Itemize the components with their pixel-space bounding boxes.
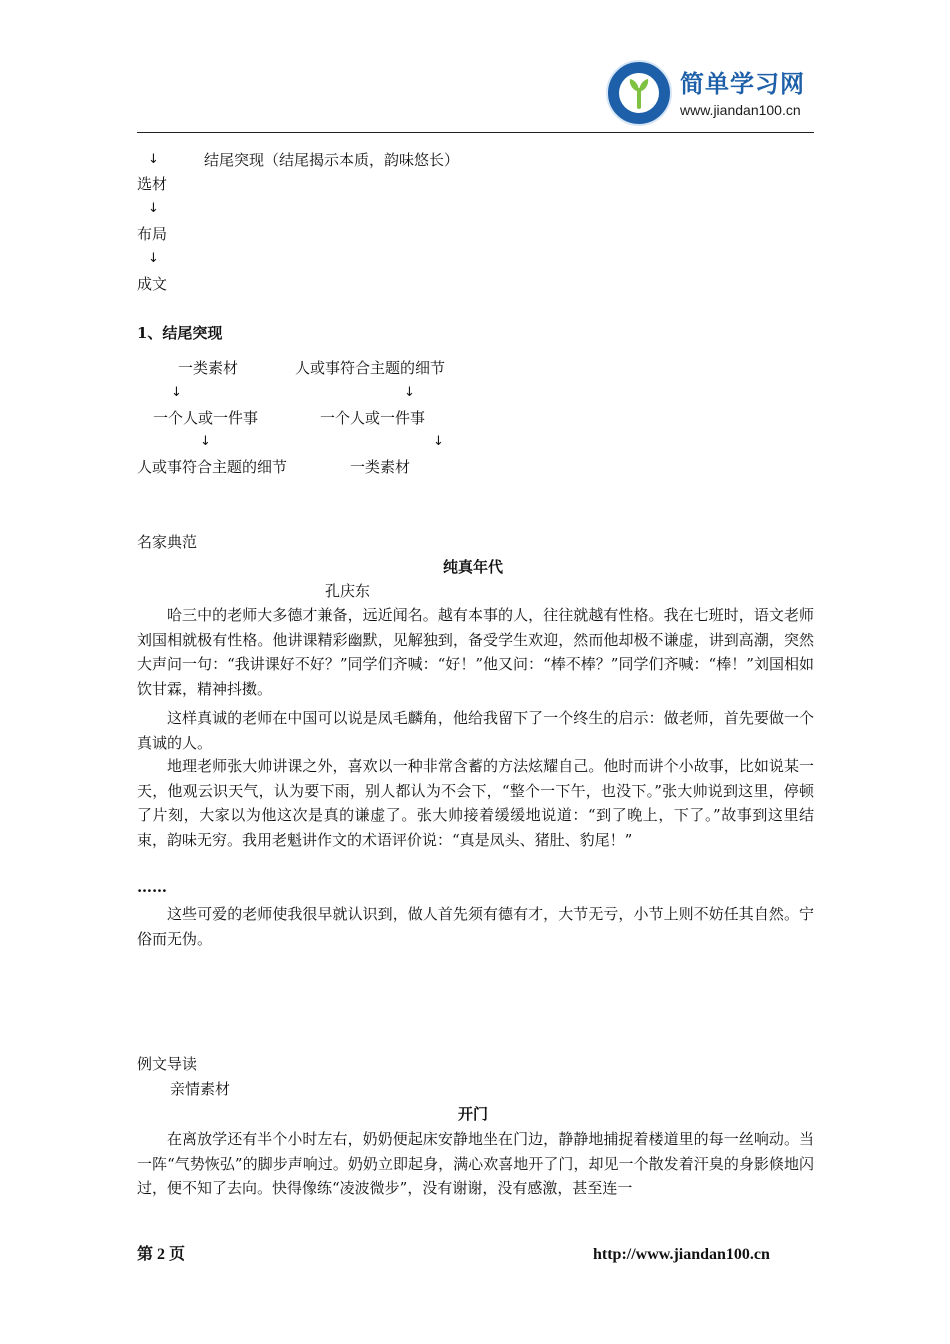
essay-author: 孔庆东 (325, 582, 371, 600)
flow-arrow: ↓ (148, 251, 159, 266)
diagram-arrow: ↓ (171, 385, 182, 400)
diagram-arrow: ↓ (200, 434, 211, 449)
diagram-node: 一类素材 (178, 359, 239, 377)
section-heading: 1、结尾突现 (137, 324, 223, 342)
header-divider (137, 132, 814, 133)
example-paragraph: 在离放学还有半个小时左右，奶奶便起床安静地坐在门边，静静地捕捉着楼道里的每一丝响动。当一阵“气势恢弘”的脚步声响过。奶奶立即起身，满心欢喜地开了门，却见一个散发着汗臭的身影倏地闪过，便不知了去向。快得像练“凌波微步”，没有谢谢，没有感激，甚至连一 (137, 1130, 814, 1197)
diagram-node: 人或事符合主题的细节 (137, 458, 288, 476)
flow-arrow: ↓ (148, 152, 159, 167)
page-number: 第 2 页 (137, 1246, 186, 1263)
sprout-icon (608, 62, 670, 124)
flow-step: 成文 (137, 275, 168, 293)
ellipsis: …… (137, 878, 167, 896)
flow-arrow: ↓ (148, 201, 159, 216)
flow-top-note: 结尾突现（结尾揭示本质，韵味悠长） (204, 151, 460, 169)
logo-emblem (606, 60, 672, 126)
diagram-node: 一个人或一件事 (320, 409, 426, 427)
essay-title: 纯真年代 (443, 558, 504, 576)
flow-step: 布局 (137, 225, 168, 243)
footer-url[interactable]: http://www.jiandan100.cn (593, 1246, 770, 1263)
essay-paragraph: 地理老师张大帅讲课之外，喜欢以一种非常含蓄的方法炫耀自己。他时而讲个小故事，比如说某一天，他观云识天气，认为要下雨，别人都认为不会下，“整个一下午，也没下。”张大帅说到这里，停顿了片刻，大家以为他这次是真的谦虚了。张大帅接着缓缓地说道：“到了晚上，下了。”故事到这里结束，韵味无穷。我用老魁讲作文的术语评价说：“真是凤头、猪肚、豹尾！” (137, 757, 814, 849)
diagram-node: 一类素材 (350, 458, 411, 476)
essay-paragraph: 这样真诚的老师在中国可以说是凤毛麟角，他给我留下了一个终生的启示：做老师，首先要做一个真诚的人。 (137, 709, 814, 752)
diagram-node: 人或事符合主题的细节 (295, 359, 446, 377)
essay-paragraph: 哈三中的老师大多德才兼备，远近闻名。越有本事的人，往往就越有性格。我在七班时，语文老师刘国相就极有性格。他讲课精彩幽默，见解独到，备受学生欢迎，然而他却极不谦虚，讲到高潮，突然大声问一句：“我讲课好不好？”同学们齐喊：“好！”他又问：“棒不棒？”同学们齐喊：“棒！”刘国相如饮甘霖，精神抖擞。 (137, 606, 814, 698)
logo-url: www.jiandan100.cn (680, 102, 801, 118)
logo-title: 简单学习网 (680, 70, 805, 98)
flow-step: 选材 (137, 175, 168, 193)
example-title: 开门 (458, 1105, 489, 1123)
example-sub: 亲情素材 (170, 1080, 231, 1098)
diagram-node: 一个人或一件事 (153, 409, 259, 427)
example-label: 例文导读 (137, 1055, 198, 1073)
diagram-arrow: ↓ (404, 385, 415, 400)
famous-label: 名家典范 (137, 533, 198, 551)
diagram-arrow: ↓ (433, 434, 444, 449)
essay-closing: 这些可爱的老师使我很早就认识到，做人首先须有德有才，大节无亏，小节上则不妨任其自然。宁俗而无伪。 (137, 905, 814, 948)
site-logo (606, 60, 816, 130)
